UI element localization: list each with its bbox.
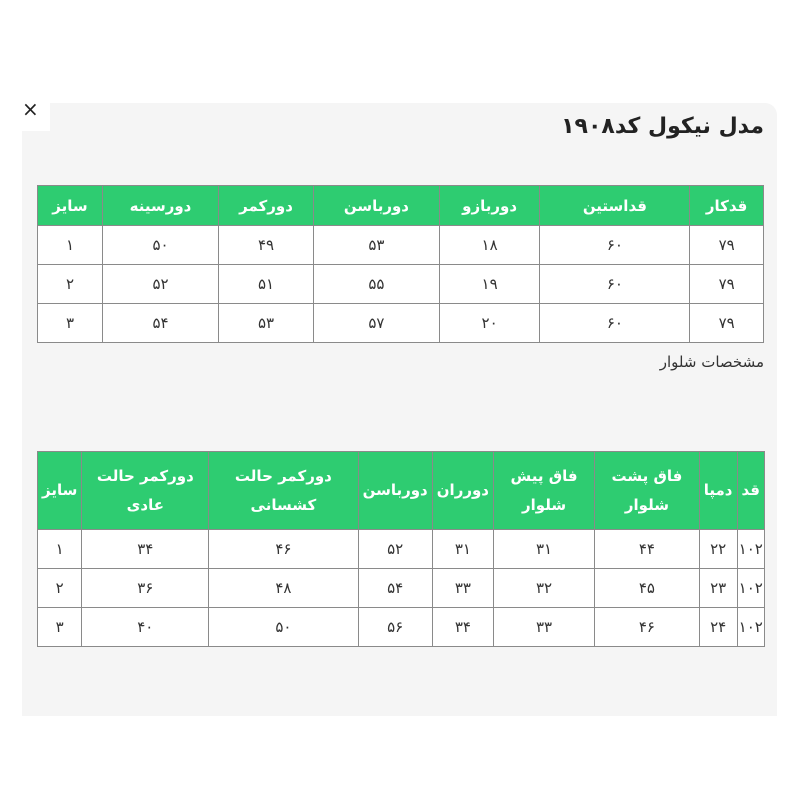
header-dorbasan: دورباسن [314,186,440,226]
table-cell: ۳۱ [432,530,493,569]
section-label: مشخصات شلوار [659,353,764,371]
table-cell: ۳۳ [432,569,493,608]
table-cell: ۲۲ [699,530,737,569]
table-cell: ۷۹ [690,265,764,304]
header-size: سایز [38,452,82,530]
header-fagh-pish: فاق پیش شلوار [494,452,595,530]
table-cell: ۴۶ [209,530,358,569]
table-row [38,304,764,343]
table-cell: ۵۴ [358,569,432,608]
table-cell: ۵۰ [209,608,358,647]
header-dorkamar: دورکمر [219,186,314,226]
table-cell: ۴۰ [82,608,209,647]
table-cell: ۳۲ [494,569,595,608]
table-cell: ۵۲ [102,265,218,304]
trousers-size-table [37,451,765,647]
table-cell: ۳۴ [432,608,493,647]
table-cell: ۳۱ [494,530,595,569]
header-dorsineh: دورسینه [102,186,218,226]
table-cell: ۵۳ [314,226,440,265]
table-cell: ۳ [38,608,82,647]
table-cell: ۲۰ [439,304,540,343]
table-cell: ۵۲ [358,530,432,569]
table-cell: ۲۳ [699,569,737,608]
table-cell: ۲ [38,569,82,608]
table-cell: ۱۰۲ [737,530,765,569]
table-cell: ۴۴ [595,530,700,569]
header-ghadastin: قداستین [540,186,690,226]
table-cell: ۳ [38,304,103,343]
table-cell: ۱۰۲ [737,608,765,647]
table-header-row [38,186,764,226]
header-dorbasan: دورباسن [358,452,432,530]
header-dorbazoo: دوربازو [439,186,540,226]
table-cell: ۴۸ [209,569,358,608]
table-cell: ۳۳ [494,608,595,647]
header-dorran: دورران [432,452,493,530]
table-cell: ۵۴ [102,304,218,343]
table-cell: ۱۰۲ [737,569,765,608]
table-cell: ۴۹ [219,226,314,265]
table-cell: ۵۰ [102,226,218,265]
table-row [38,530,765,569]
table-cell: ۴۵ [595,569,700,608]
table-cell: ۱ [38,530,82,569]
table-cell: ۵۵ [314,265,440,304]
header-ghad: قد [737,452,765,530]
page-title: مدل نیکول کد۱۹۰۸ [561,114,764,139]
table-cell: ۵۶ [358,608,432,647]
table-header-row [38,452,765,530]
table-cell: ۱۹ [439,265,540,304]
table-cell: ۵۱ [219,265,314,304]
table-cell: ۷۹ [690,304,764,343]
header-size: سایز [38,186,103,226]
table-cell: ۶۰ [540,265,690,304]
table-cell: ۲۴ [699,608,737,647]
table-cell: ۱۸ [439,226,540,265]
table-row [38,265,764,304]
table-cell: ۱ [38,226,103,265]
header-dorkamar-elastic: دورکمر حالت کشسانی [209,452,358,530]
top-size-table [37,185,764,343]
header-ghadkar: قدکار [690,186,764,226]
table-cell: ۳۶ [82,569,209,608]
table-cell: ۲ [38,265,103,304]
table-cell: ۷۹ [690,226,764,265]
table-cell: ۴۶ [595,608,700,647]
table-cell: ۶۰ [540,226,690,265]
close-icon[interactable]: × [12,95,50,131]
header-dampa: دمپا [699,452,737,530]
table-cell: ۵۷ [314,304,440,343]
table-row [38,569,765,608]
table-row [38,226,764,265]
table-cell: ۳۴ [82,530,209,569]
table-cell: ۵۳ [219,304,314,343]
table-row [38,608,765,647]
header-dorkamar-normal: دورکمر حالت عادی [82,452,209,530]
header-fagh-posht: فاق پشت شلوار [595,452,700,530]
table-cell: ۶۰ [540,304,690,343]
